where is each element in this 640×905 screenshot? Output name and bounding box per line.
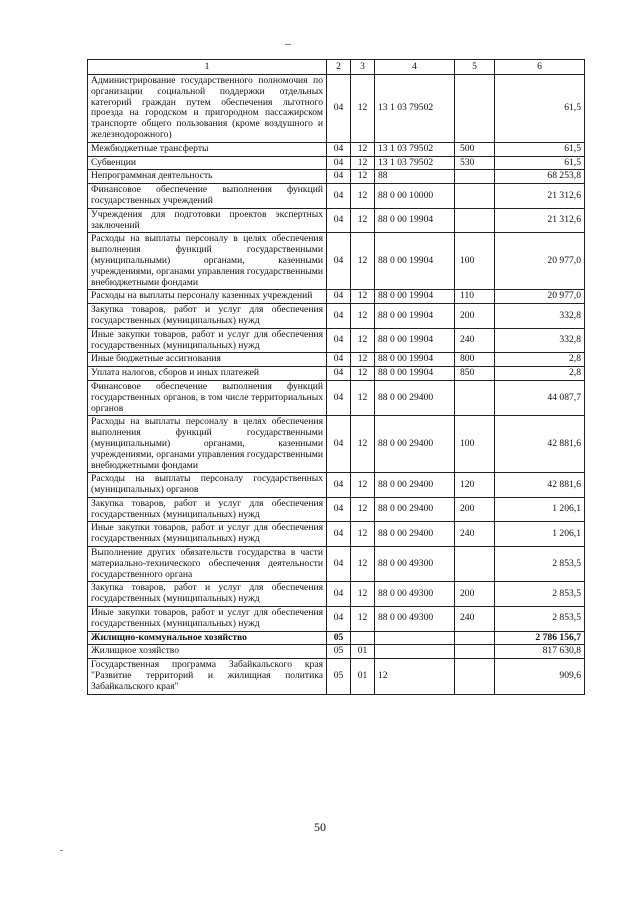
cell-name: Финансовое обеспечение выполнения функций государственных учреждений	[88, 184, 327, 209]
cell-section: 04	[327, 328, 351, 353]
cell-expense-type: 100	[455, 416, 495, 473]
header-col-1: 1	[88, 60, 327, 75]
table-row	[88, 290, 585, 304]
cell-amount: 332,8	[495, 304, 585, 329]
cell-amount: 42 881,6	[495, 473, 585, 498]
cell-target-article	[375, 631, 455, 645]
cell-section: 04	[327, 522, 351, 547]
page-number: 50	[314, 820, 326, 834]
cell-subsection	[351, 631, 375, 645]
cell-name: Иные закупки товаров, работ и услуг для обеспечения государственных (муниципальных) нужд	[88, 328, 327, 353]
cell-name: Расходы на выплаты персоналу государственных (муниципальных) органов	[88, 473, 327, 498]
cell-target-article	[375, 645, 455, 659]
cell-expense-type: 200	[455, 304, 495, 329]
cell-section: 04	[327, 607, 351, 632]
cell-expense-type: 100	[455, 233, 495, 290]
cell-name: Субвенции	[88, 156, 327, 170]
cell-name: Межбюджетные трансферты	[88, 142, 327, 156]
cell-amount: 21 312,6	[495, 184, 585, 209]
cell-target-article: 88 0 00 19904	[375, 290, 455, 304]
cell-target-article: 88 0 00 49300	[375, 547, 455, 582]
cell-section: 04	[327, 170, 351, 184]
cell-section: 04	[327, 380, 351, 415]
cell-amount: 332,8	[495, 328, 585, 353]
cell-subsection: 12	[351, 142, 375, 156]
cell-section: 04	[327, 156, 351, 170]
cell-subsection: 12	[351, 170, 375, 184]
cell-subsection: 12	[351, 208, 375, 233]
cell-section: 04	[327, 233, 351, 290]
cell-section: 04	[327, 75, 351, 143]
cell-name: Уплата налогов, сборов и иных платежей	[88, 367, 327, 381]
cell-name: Расходы на выплаты персоналу в целях обеспечения выполнения функций государственными (муниципальными) органами, казенными учреждениями, органами управления государственными внебюджетными фондами	[88, 233, 327, 290]
cell-subsection: 12	[351, 497, 375, 522]
cell-expense-type: 530	[455, 156, 495, 170]
cell-target-article: 13 1 03 79502	[375, 75, 455, 143]
cell-subsection: 12	[351, 416, 375, 473]
table-row	[88, 156, 585, 170]
cell-name: Администрирование государственного полномочия по организации социальной поддержки отдельных категорий граждан путем обеспечения льготного проезда на городском и пригородном пассажирском транспорте общего пользования (кроме воздушного и железнодорожного)	[88, 75, 327, 143]
cell-expense-type: 110	[455, 290, 495, 304]
scan-artifact-top	[285, 44, 291, 45]
cell-target-article: 88 0 00 19904	[375, 367, 455, 381]
cell-target-article: 88 0 00 29400	[375, 473, 455, 498]
cell-section: 04	[327, 290, 351, 304]
cell-amount: 20 977,0	[495, 233, 585, 290]
table-row	[88, 631, 585, 645]
cell-target-article: 88 0 00 19904	[375, 304, 455, 329]
cell-expense-type: 240	[455, 328, 495, 353]
cell-subsection: 12	[351, 380, 375, 415]
cell-name: Иные бюджетные ассигнования	[88, 353, 327, 367]
cell-name: Иные закупки товаров, работ и услуг для обеспечения государственных (муниципальных) нужд	[88, 522, 327, 547]
cell-amount: 2 853,5	[495, 582, 585, 607]
table-row	[88, 184, 585, 209]
cell-target-article: 88 0 00 49300	[375, 582, 455, 607]
cell-section: 04	[327, 473, 351, 498]
table-row	[88, 547, 585, 582]
cell-name: Закупка товаров, работ и услуг для обеспечения государственных (муниципальных) нужд	[88, 582, 327, 607]
cell-amount: 2 853,5	[495, 607, 585, 632]
cell-name: Выполнение других обязательств государства в части материально-технического обеспечения деятельности государственного органа	[88, 547, 327, 582]
cell-target-article: 88 0 00 29400	[375, 497, 455, 522]
cell-expense-type	[455, 75, 495, 143]
budget-table	[87, 59, 585, 695]
header-col-5: 5	[455, 60, 495, 75]
cell-amount: 909,6	[495, 659, 585, 694]
header-col-2: 2	[327, 60, 351, 75]
table-header-row	[88, 60, 585, 75]
cell-subsection: 12	[351, 607, 375, 632]
cell-section: 04	[327, 582, 351, 607]
cell-expense-type	[455, 659, 495, 694]
cell-subsection: 01	[351, 645, 375, 659]
cell-name: Учреждения для подготовки проектов экспертных заключений	[88, 208, 327, 233]
cell-expense-type: 240	[455, 522, 495, 547]
cell-amount: 61,5	[495, 142, 585, 156]
table-row	[88, 522, 585, 547]
cell-amount: 61,5	[495, 75, 585, 143]
cell-expense-type: 850	[455, 367, 495, 381]
cell-subsection: 12	[351, 75, 375, 143]
cell-subsection: 12	[351, 353, 375, 367]
cell-target-article: 88 0 00 19904	[375, 328, 455, 353]
table-row	[88, 142, 585, 156]
cell-expense-type: 800	[455, 353, 495, 367]
cell-name: Иные закупки товаров, работ и услуг для обеспечения государственных (муниципальных) нужд	[88, 607, 327, 632]
cell-target-article: 88 0 00 19904	[375, 233, 455, 290]
cell-name: Жилищное хозяйство	[88, 645, 327, 659]
cell-target-article: 88 0 00 10000	[375, 184, 455, 209]
cell-target-article: 88 0 00 29400	[375, 380, 455, 415]
cell-target-article: 88 0 00 19904	[375, 208, 455, 233]
cell-expense-type	[455, 547, 495, 582]
cell-expense-type: 500	[455, 142, 495, 156]
cell-subsection: 12	[351, 290, 375, 304]
cell-section: 05	[327, 659, 351, 694]
table-row	[88, 170, 585, 184]
cell-subsection: 12	[351, 582, 375, 607]
cell-subsection: 12	[351, 473, 375, 498]
cell-name: Расходы на выплаты персоналу в целях обеспечения выполнения функций государственными (муниципальными) органами, казенными учреждениями, органами управления государственными внебюджетными фондами	[88, 416, 327, 473]
cell-section: 04	[327, 304, 351, 329]
cell-expense-type	[455, 645, 495, 659]
cell-amount: 61,5	[495, 156, 585, 170]
table-row	[88, 208, 585, 233]
cell-expense-type: 200	[455, 497, 495, 522]
table-row	[88, 473, 585, 498]
cell-section: 04	[327, 142, 351, 156]
table-row	[88, 416, 585, 473]
table-row	[88, 582, 585, 607]
cell-amount: 42 881,6	[495, 416, 585, 473]
table-row	[88, 233, 585, 290]
table-row	[88, 75, 585, 143]
table-row	[88, 645, 585, 659]
table-row	[88, 328, 585, 353]
cell-name: Финансовое обеспечение выполнения функций государственных органов, в том числе территориальных органов	[88, 380, 327, 415]
scan-artifact-bottom	[60, 850, 63, 851]
cell-amount: 68 253,8	[495, 170, 585, 184]
cell-name: Расходы на выплаты персоналу казенных учреждений	[88, 290, 327, 304]
cell-expense-type: 120	[455, 473, 495, 498]
table-row	[88, 659, 585, 694]
cell-expense-type	[455, 208, 495, 233]
table-body	[88, 75, 585, 695]
cell-name: Закупка товаров, работ и услуг для обеспечения государственных (муниципальных) нужд	[88, 497, 327, 522]
cell-target-article: 88 0 00 29400	[375, 522, 455, 547]
cell-amount: 1 206,1	[495, 497, 585, 522]
cell-section: 04	[327, 416, 351, 473]
cell-expense-type: 200	[455, 582, 495, 607]
cell-subsection: 12	[351, 547, 375, 582]
cell-section: 05	[327, 645, 351, 659]
cell-subsection: 01	[351, 659, 375, 694]
cell-amount: 21 312,6	[495, 208, 585, 233]
cell-subsection: 12	[351, 304, 375, 329]
cell-subsection: 12	[351, 522, 375, 547]
cell-amount: 2,8	[495, 367, 585, 381]
cell-amount: 20 977,0	[495, 290, 585, 304]
cell-target-article: 13 1 03 79502	[375, 156, 455, 170]
cell-amount: 2,8	[495, 353, 585, 367]
cell-target-article: 88	[375, 170, 455, 184]
header-col-3: 3	[351, 60, 375, 75]
cell-subsection: 12	[351, 328, 375, 353]
cell-subsection: 12	[351, 184, 375, 209]
cell-section: 04	[327, 353, 351, 367]
cell-section: 04	[327, 367, 351, 381]
table-row	[88, 380, 585, 415]
header-col-4: 4	[375, 60, 455, 75]
cell-name: Непрограммная деятельность	[88, 170, 327, 184]
cell-section: 04	[327, 184, 351, 209]
cell-subsection: 12	[351, 367, 375, 381]
cell-name: Жилищно-коммунальное хозяйство	[88, 631, 327, 645]
table-row	[88, 607, 585, 632]
cell-name: Государственная программа Забайкальского края "Развитие территорий и жилищная политика Забайкальского края"	[88, 659, 327, 694]
cell-target-article: 13 1 03 79502	[375, 142, 455, 156]
cell-section: 04	[327, 547, 351, 582]
cell-amount: 1 206,1	[495, 522, 585, 547]
cell-expense-type	[455, 184, 495, 209]
cell-amount: 2 853,5	[495, 547, 585, 582]
cell-expense-type	[455, 380, 495, 415]
cell-section: 04	[327, 497, 351, 522]
cell-amount: 44 087,7	[495, 380, 585, 415]
cell-section: 04	[327, 208, 351, 233]
cell-subsection: 12	[351, 233, 375, 290]
cell-amount: 2 786 156,7	[495, 631, 585, 645]
cell-expense-type: 240	[455, 607, 495, 632]
table-row	[88, 353, 585, 367]
table-row	[88, 367, 585, 381]
table-row	[88, 497, 585, 522]
cell-target-article: 88 0 00 19904	[375, 353, 455, 367]
cell-name: Закупка товаров, работ и услуг для обеспечения государственных (муниципальных) нужд	[88, 304, 327, 329]
cell-expense-type	[455, 170, 495, 184]
cell-amount: 817 630,8	[495, 645, 585, 659]
cell-expense-type	[455, 631, 495, 645]
cell-target-article: 88 0 00 49300	[375, 607, 455, 632]
cell-subsection: 12	[351, 156, 375, 170]
table-row	[88, 304, 585, 329]
cell-target-article: 12	[375, 659, 455, 694]
header-col-6: 6	[495, 60, 585, 75]
cell-section: 05	[327, 631, 351, 645]
cell-target-article: 88 0 00 29400	[375, 416, 455, 473]
